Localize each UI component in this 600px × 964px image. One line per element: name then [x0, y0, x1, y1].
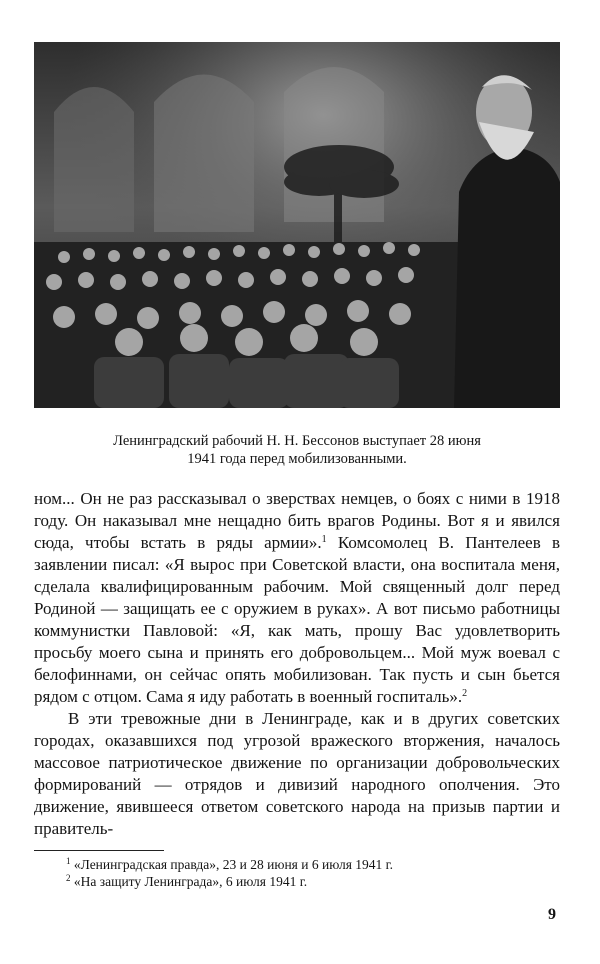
main-text — [34, 488, 560, 840]
footnote-ref-2: 2 — [462, 688, 468, 699]
photo-caption — [34, 432, 560, 468]
page-number: 9 — [548, 906, 556, 923]
footnotes — [34, 856, 560, 890]
footnote-2-mark: 2 — [66, 873, 71, 883]
footnote-1 — [34, 856, 560, 873]
footnote-1-mark: 1 — [66, 856, 71, 866]
paragraph-1-part-1: ном... Он не раз рассказывал о зверствах немцев, о боях с ними в 1918 году. Он наказывал мне нещадно бить врагов Родины. Вот я и явился сюда, чтобы встать в ряды армии». — [34, 489, 560, 552]
footnote-divider — [34, 850, 164, 851]
caption-line-1: Ленинградский рабочий Н. Н. Бессонов выступает 28 июня — [113, 433, 481, 449]
paragraph-1 — [34, 488, 560, 708]
footnote-2-text: «На защиту Ленинграда», 6 июля 1941 г. — [70, 874, 308, 889]
meeting-photo — [34, 42, 560, 408]
paragraph-1-part-2: Комсомолец В. Пантелеев в заявлении писал: «Я вырос при Советской власти, она воспитала меня, сделала квалифицированным рабочим. Мой священный долг перед Родиной — защищать ее с оружием в руках». А вот письмо работницы коммунистки Павловой: «Я, как мать, прошу Вас удовлетворить просьбу моего сына и принять его добровольцем... Мой муж воевал с белофиннами, он сейчас опять мобилизован. Так пусть и сын бьется рядом с отцом. Сама я иду работать в военный госпиталь». — [34, 533, 560, 706]
footnote-ref-1: 1 — [321, 534, 327, 545]
footnote-2 — [34, 873, 560, 890]
paragraph-2: В эти тревожные дни в Ленинграде, как и в других советских городах, оказавшихся под угрозой вражеского вторжения, началось массовое патриотическое движение по организации добровольческих формирований — отрядов и дивизий народного ополчения. Это движение, явившееся ответом советского народа на призыв партии и правитель- — [34, 709, 560, 838]
footnote-1-text: «Ленинградская правда», 23 и 28 июня и 6 июля 1941 г. — [70, 857, 394, 872]
caption-line-2: 1941 года перед мобилизованными. — [187, 451, 407, 467]
